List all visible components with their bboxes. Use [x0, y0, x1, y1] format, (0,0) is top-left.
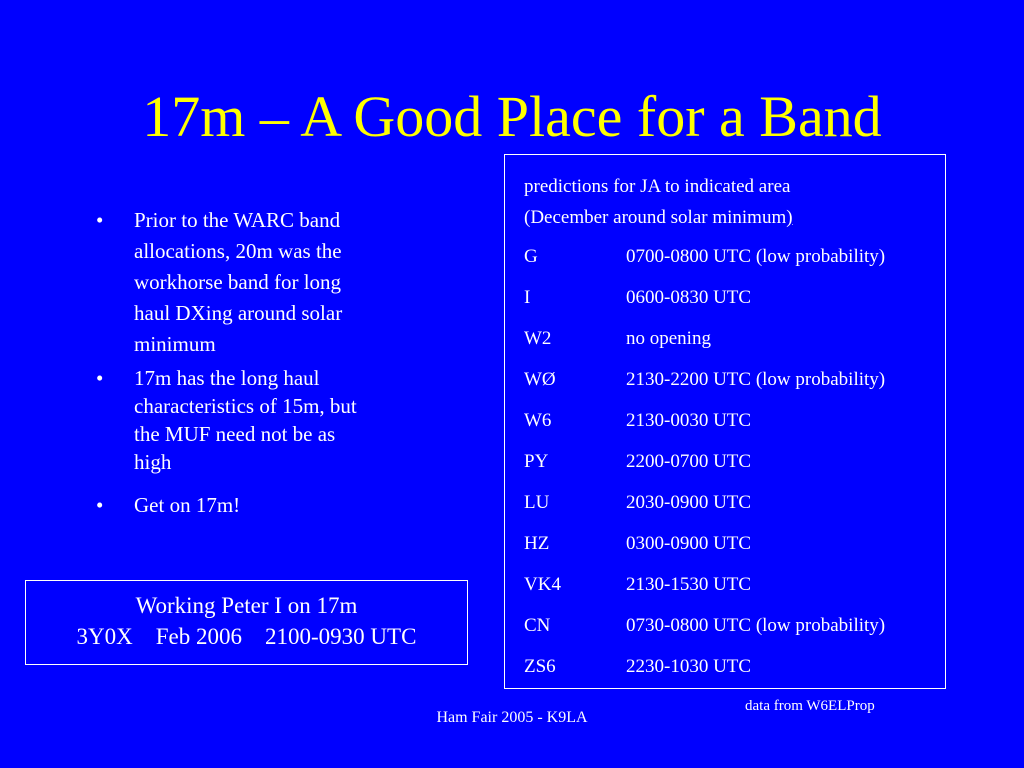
predictions-heading	[524, 171, 944, 233]
prediction-area: W2	[524, 328, 552, 349]
prediction-area: ZS6	[524, 656, 556, 677]
bullet-text: Get on 17m!	[134, 493, 241, 517]
prediction-time: 2230-1030 UTC	[626, 656, 752, 677]
prediction-row	[524, 571, 885, 612]
prediction-area: W6	[524, 410, 552, 431]
prediction-area: I	[524, 287, 531, 308]
footer: Ham Fair 2005 - K9LA	[436, 709, 588, 726]
prediction-row	[524, 325, 885, 366]
bullet-icon: •	[96, 208, 104, 232]
prediction-row	[524, 284, 885, 325]
bullet-item	[96, 364, 376, 476]
prediction-time: 2200-0700 UTC	[626, 451, 752, 472]
predictions-heading-text: (December around solar minimum	[524, 207, 787, 228]
prediction-time: 0600-0830 UTC	[626, 287, 752, 308]
bullet-text: Prior to the WARC band allocations, 20m was the workhorse band for long haul DXing around solar minimum	[134, 208, 343, 356]
prediction-row	[524, 366, 885, 407]
source-note: data from W6ELProp	[745, 698, 875, 714]
prediction-time: 0730-0800 UTC (low probability)	[626, 615, 886, 636]
prediction-area: HZ	[524, 533, 550, 554]
predictions-heading-line2	[524, 202, 944, 233]
bullet-icon: •	[96, 366, 104, 390]
bullet-text: 17m has the long haul characteristics of 15m, but the MUF need not be as high	[134, 366, 357, 474]
prediction-row	[524, 489, 885, 530]
prediction-time: 2130-1530 UTC	[626, 574, 752, 595]
bullet-item	[96, 205, 376, 360]
prediction-area: G	[524, 246, 538, 267]
working-box	[25, 580, 468, 665]
predictions-table	[524, 243, 885, 694]
predictions-heading-close: )	[786, 207, 793, 228]
prediction-row	[524, 612, 885, 653]
prediction-area: LU	[524, 492, 550, 513]
prediction-time: 0700-0800 UTC (low probability)	[626, 246, 886, 267]
prediction-time: 0300-0900 UTC	[626, 533, 752, 554]
predictions-heading-line1: predictions for JA to indicated area	[524, 176, 791, 197]
prediction-area: WØ	[524, 369, 556, 390]
prediction-row	[524, 530, 885, 571]
prediction-area: CN	[524, 615, 551, 636]
prediction-time: 2030-0900 UTC	[626, 492, 752, 513]
prediction-time: no opening	[626, 328, 711, 349]
prediction-area: PY	[524, 451, 549, 472]
bullet-item	[96, 490, 376, 521]
prediction-time: 2130-2200 UTC (low probability)	[626, 369, 886, 390]
working-box-line1: Working Peter I on 17m	[135, 593, 358, 618]
prediction-time: 2130-0030 UTC	[626, 410, 752, 431]
predictions-box	[504, 154, 946, 689]
bullet-icon: •	[96, 493, 104, 517]
prediction-row	[524, 243, 885, 284]
slide-title: 17m – A Good Place for a Band	[142, 84, 882, 149]
working-box-line2: 3Y0X Feb 2006 2100-0930 UTC	[76, 624, 417, 649]
prediction-row	[524, 407, 885, 448]
prediction-row	[524, 653, 885, 694]
prediction-row	[524, 448, 885, 489]
prediction-area: VK4	[524, 574, 561, 595]
bullet-list	[96, 205, 376, 521]
